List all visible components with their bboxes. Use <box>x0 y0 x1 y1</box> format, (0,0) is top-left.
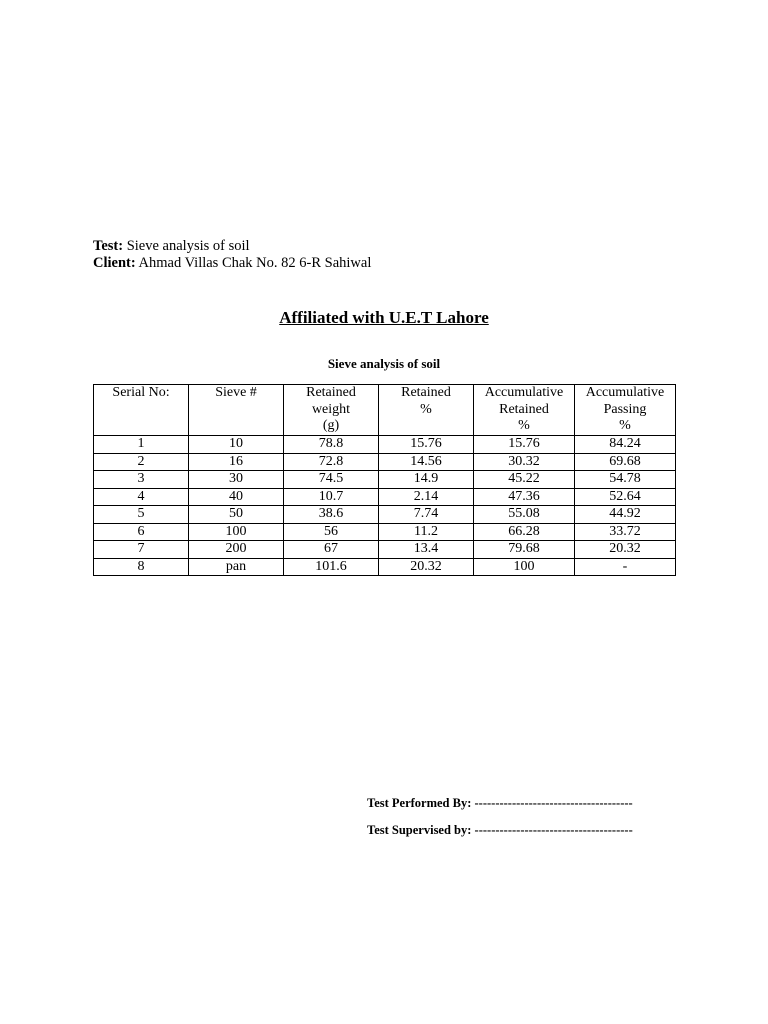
column-header-line: Accumulative <box>585 385 665 400</box>
column-header-retained-percent <box>379 385 474 436</box>
cell-accumulative-retained: 55.08 <box>474 506 575 524</box>
cell-accumulative-retained: 45.22 <box>474 471 575 489</box>
cell-retained-percent: 14.9 <box>379 471 474 489</box>
column-header-sieve-number <box>189 385 284 436</box>
cell-accumulative-passing: 69.68 <box>575 453 676 471</box>
cell-retained-percent: 20.32 <box>379 558 474 576</box>
cell-retained-percent: 7.74 <box>379 506 474 524</box>
cell-retained-percent: 2.14 <box>379 488 474 506</box>
column-header-line: Sieve # <box>215 385 257 400</box>
test-label: Test: <box>93 238 124 254</box>
cell-sieve-number: 50 <box>189 506 284 524</box>
performed-by-line: -------------------------------------- <box>474 796 633 810</box>
table-row <box>94 488 676 506</box>
cell-sieve-number: 40 <box>189 488 284 506</box>
column-header-line: Retained <box>306 385 356 400</box>
cell-serial-no: 1 <box>94 436 189 454</box>
cell-retained-weight: 67 <box>284 541 379 559</box>
cell-retained-weight: 56 <box>284 523 379 541</box>
table-body <box>94 436 676 576</box>
cell-serial-no: 2 <box>94 453 189 471</box>
column-header-line: weight <box>311 401 351 417</box>
cell-accumulative-retained: 30.32 <box>474 453 575 471</box>
cell-retained-weight: 10.7 <box>284 488 379 506</box>
cell-retained-percent: 15.76 <box>379 436 474 454</box>
cell-retained-weight: 78.8 <box>284 436 379 454</box>
column-header-accumulative-retained <box>474 385 575 436</box>
column-header-line: Serial No: <box>112 385 170 400</box>
test-value: Sieve analysis of soil <box>126 238 250 254</box>
cell-sieve-number: 16 <box>189 453 284 471</box>
cell-retained-percent: 11.2 <box>379 523 474 541</box>
cell-accumulative-passing: 84.24 <box>575 436 676 454</box>
performed-by-label: Test Performed By: <box>367 796 472 810</box>
cell-serial-no: 4 <box>94 488 189 506</box>
cell-accumulative-passing: 52.64 <box>575 488 676 506</box>
cell-retained-weight: 72.8 <box>284 453 379 471</box>
table-row <box>94 523 676 541</box>
supervised-by-line: -------------------------------------- <box>474 823 633 837</box>
column-header-line: Retained <box>499 401 549 417</box>
column-header-line: (g) <box>322 418 340 433</box>
column-header-line: Accumulative <box>484 385 564 400</box>
cell-sieve-number: pan <box>189 558 284 576</box>
cell-serial-no: 3 <box>94 471 189 489</box>
test-line <box>93 238 371 255</box>
column-header-accumulative-passing <box>575 385 676 436</box>
table-row <box>94 436 676 454</box>
cell-sieve-number: 30 <box>189 471 284 489</box>
cell-serial-no: 6 <box>94 523 189 541</box>
cell-accumulative-passing: 54.78 <box>575 471 676 489</box>
cell-accumulative-passing: 44.92 <box>575 506 676 524</box>
cell-accumulative-retained: 47.36 <box>474 488 575 506</box>
column-header-serial-no <box>94 385 189 436</box>
table-row <box>94 471 676 489</box>
test-performed-by <box>367 796 633 811</box>
table-row <box>94 558 676 576</box>
client-label: Client: <box>93 255 136 271</box>
cell-serial-no: 7 <box>94 541 189 559</box>
cell-accumulative-retained: 66.28 <box>474 523 575 541</box>
cell-serial-no: 5 <box>94 506 189 524</box>
cell-retained-weight: 101.6 <box>284 558 379 576</box>
column-header-line: Passing <box>603 401 647 417</box>
cell-sieve-number: 10 <box>189 436 284 454</box>
column-header-line: % <box>619 418 631 433</box>
column-header-line: Retained <box>401 385 451 400</box>
cell-sieve-number: 200 <box>189 541 284 559</box>
cell-retained-weight: 74.5 <box>284 471 379 489</box>
client-line <box>93 255 371 272</box>
cell-accumulative-retained: 79.68 <box>474 541 575 559</box>
table-title: Sieve analysis of soil <box>327 356 441 371</box>
table-row <box>94 506 676 524</box>
cell-accumulative-retained: 15.76 <box>474 436 575 454</box>
table-row <box>94 453 676 471</box>
affiliation-heading: Affiliated with U.E.T Lahore <box>279 308 489 327</box>
cell-retained-percent: 13.4 <box>379 541 474 559</box>
sieve-analysis-table <box>93 384 676 576</box>
column-header-retained-weight <box>284 385 379 436</box>
client-value: Ahmad Villas Chak No. 82 6-R Sahiwal <box>138 255 372 271</box>
cell-serial-no: 8 <box>94 558 189 576</box>
cell-accumulative-retained: 100 <box>474 558 575 576</box>
cell-accumulative-passing: - <box>575 558 676 576</box>
column-header-line: % <box>518 418 530 433</box>
test-supervised-by <box>367 823 633 838</box>
column-header-line: % <box>420 401 432 417</box>
cell-sieve-number: 100 <box>189 523 284 541</box>
supervised-by-label: Test Supervised by: <box>367 823 472 837</box>
cell-accumulative-passing: 33.72 <box>575 523 676 541</box>
document-header <box>93 238 371 272</box>
header-row <box>94 385 676 436</box>
table-header <box>94 385 676 436</box>
cell-retained-weight: 38.6 <box>284 506 379 524</box>
table-row <box>94 541 676 559</box>
cell-accumulative-passing: 20.32 <box>575 541 676 559</box>
cell-retained-percent: 14.56 <box>379 453 474 471</box>
